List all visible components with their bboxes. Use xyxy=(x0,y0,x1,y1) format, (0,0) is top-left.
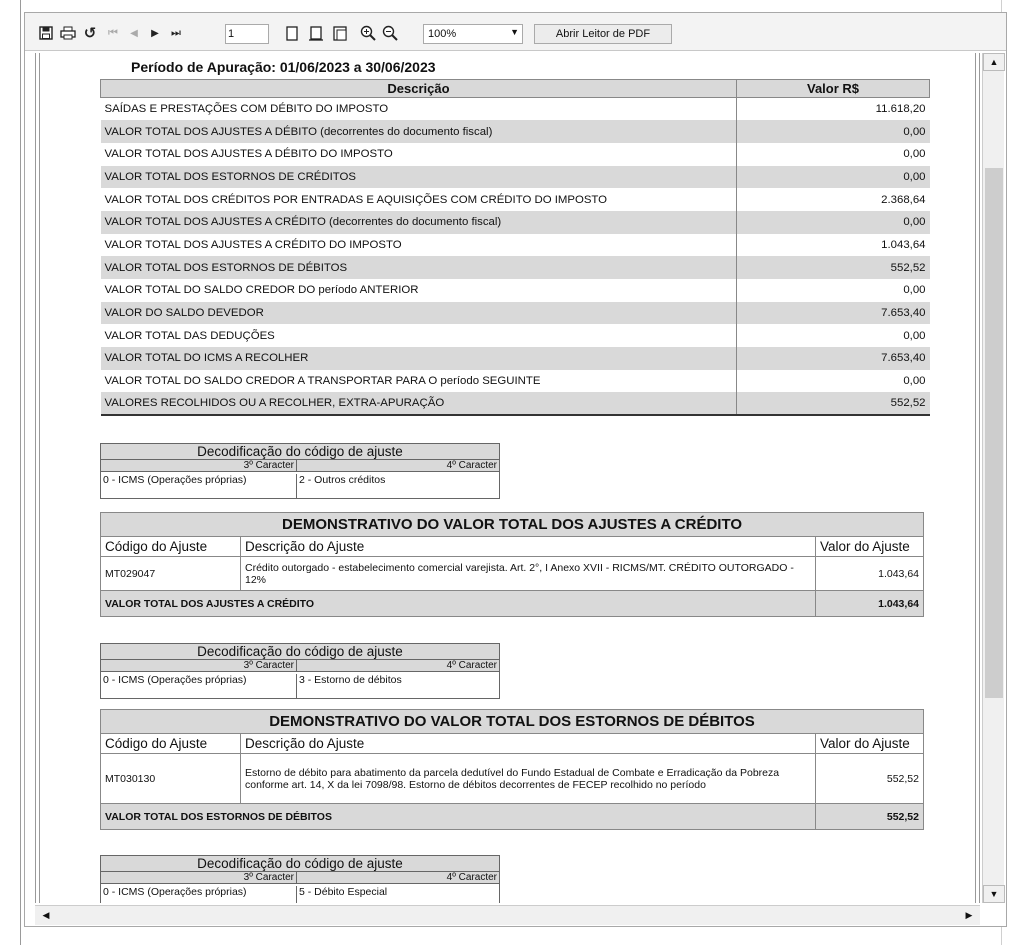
deco-box-2 xyxy=(100,643,500,699)
row-description: VALOR TOTAL DOS AJUSTES A CRÉDITO (decorrentes do documento fiscal) xyxy=(101,211,737,234)
table-row xyxy=(101,256,930,279)
table-row xyxy=(101,166,930,189)
row-value: 7.653,40 xyxy=(737,302,930,325)
row-description: VALOR DO SALDO DEVEDOR xyxy=(101,302,737,325)
row-value: 0,00 xyxy=(903,148,926,161)
table-row xyxy=(101,324,930,347)
demo-code: MT030130 xyxy=(101,754,241,804)
deco-c3-value: 0 - ICMS (Operações próprias) xyxy=(101,674,297,698)
row-value: 0,00 xyxy=(903,329,926,342)
deco-box-1 xyxy=(100,443,500,499)
demo-col-code: Código do Ajuste xyxy=(101,537,241,557)
row-description: VALORES RECOLHIDOS OU A RECOLHER, EXTRA-APURAÇÃO xyxy=(101,392,737,415)
col-header-desc: Descrição xyxy=(101,80,737,98)
scroll-left-icon[interactable]: ◀ xyxy=(42,910,50,920)
demo-col-val: Valor do Ajuste xyxy=(816,537,924,557)
row-description: VALOR TOTAL DOS AJUSTES A DÉBITO (decorrentes do documento fiscal) xyxy=(101,120,737,143)
row-value: 552,52 xyxy=(737,392,930,415)
table-row xyxy=(101,143,930,166)
demo-total-label: VALOR TOTAL DOS ESTORNOS DE DÉBITOS xyxy=(101,804,816,830)
demo-total-label: VALOR TOTAL DOS AJUSTES A CRÉDITO xyxy=(101,591,816,617)
row-description: VALOR TOTAL DAS DEDUÇÕES xyxy=(101,324,737,347)
deco-c4-value: 3 - Estorno de débitos xyxy=(299,674,402,686)
table-row xyxy=(101,211,930,234)
table-row xyxy=(101,234,930,257)
demo-col-desc: Descrição do Ajuste xyxy=(241,734,816,754)
row-description: VALOR TOTAL DO ICMS A RECOLHER xyxy=(101,347,737,370)
page-width-icon[interactable] xyxy=(307,23,325,43)
deco-c3-value: 0 - ICMS (Operações próprias) xyxy=(101,886,297,903)
demo-title: DEMONSTRATIVO DO VALOR TOTAL DOS ESTORNOS DE DÉBITOS xyxy=(101,710,924,734)
demo-val: 1.043,64 xyxy=(816,557,924,591)
row-value: 0,00 xyxy=(737,166,930,189)
apuracao-table xyxy=(100,79,930,416)
deco-c3-value: 0 - ICMS (Operações próprias) xyxy=(101,474,297,498)
apuracao-body xyxy=(101,98,930,416)
zoom-in-icon[interactable] xyxy=(359,23,377,43)
zoom-select[interactable] xyxy=(423,24,523,44)
full-page-icon[interactable] xyxy=(331,23,349,43)
demo-total: 1.043,64 xyxy=(816,591,924,617)
demo-code: MT029047 xyxy=(101,557,241,591)
next-page-icon[interactable]: ▶ xyxy=(151,27,159,39)
scroll-right-icon[interactable]: ▶ xyxy=(965,910,973,920)
report-viewer-window xyxy=(24,12,1007,927)
deco-title: Decodificação do código de ajuste xyxy=(101,856,499,872)
demo-col-val: Valor do Ajuste xyxy=(816,734,924,754)
save-icon[interactable] xyxy=(37,23,55,43)
col-header-val: Valor R$ xyxy=(737,80,930,98)
row-description: VALOR TOTAL DOS AJUSTES A DÉBITO DO IMPOSTO xyxy=(101,143,737,166)
row-value: 2.368,64 xyxy=(881,193,926,206)
table-row xyxy=(101,120,930,143)
table-row xyxy=(101,279,930,302)
scroll-up-icon[interactable]: ▲ xyxy=(983,53,1005,71)
row-value: 0,00 xyxy=(903,375,926,388)
zoom-out-icon[interactable] xyxy=(381,23,399,43)
zoom-value: 100% xyxy=(428,28,457,40)
deco-title: Decodificação do código de ajuste xyxy=(101,644,499,660)
row-description: VALOR TOTAL DO SALDO CREDOR A TRANSPORTAR PARA O período SEGUINTE xyxy=(101,370,737,393)
refresh-icon[interactable]: ↺ xyxy=(83,24,97,42)
table-row xyxy=(101,302,930,325)
demo-estorno-table xyxy=(100,709,924,830)
demo-col-code: Código do Ajuste xyxy=(101,734,241,754)
row-description: VALOR TOTAL DOS ESTORNOS DE DÉBITOS xyxy=(101,256,737,279)
deco-c3-header: 3º Caracter xyxy=(101,660,297,671)
chevron-down-icon: ▼ xyxy=(510,27,519,37)
deco-c4-value: 5 - Débito Especial xyxy=(299,886,388,898)
single-page-icon[interactable] xyxy=(283,23,301,43)
prev-page-icon[interactable]: ◀ xyxy=(130,27,138,39)
demo-total: 552,52 xyxy=(816,804,924,830)
row-value: 552,52 xyxy=(737,256,930,279)
table-row xyxy=(101,392,930,415)
row-value: 0,00 xyxy=(737,120,930,143)
deco-box-3 xyxy=(100,855,500,903)
deco-c4-header: 4º Caracter xyxy=(446,460,497,471)
demo-title: DEMONSTRATIVO DO VALOR TOTAL DOS AJUSTES A CRÉDITO xyxy=(101,513,924,537)
scroll-down-icon[interactable]: ▼ xyxy=(983,885,1005,903)
first-page-icon[interactable]: ⏮ xyxy=(108,26,118,39)
vertical-scrollbar[interactable] xyxy=(982,53,1004,903)
row-value: 1.043,64 xyxy=(881,238,926,251)
table-row xyxy=(101,347,930,370)
open-pdf-button[interactable]: Abrir Leitor de PDF xyxy=(534,24,672,44)
left-border-line xyxy=(20,0,21,945)
row-description: VALOR TOTAL DO SALDO CREDOR DO período ANTERIOR xyxy=(101,279,737,302)
deco-c4-value: 2 - Outros créditos xyxy=(299,474,386,486)
row-value: 11.618,20 xyxy=(875,103,926,116)
table-row xyxy=(101,98,930,121)
row-description: VALOR TOTAL DOS CRÉDITOS POR ENTRADAS E AQUISIÇÕES COM CRÉDITO DO IMPOSTO xyxy=(101,188,737,211)
deco-c3-header: 3º Caracter xyxy=(101,872,297,883)
row-value: 0,00 xyxy=(737,211,930,234)
last-page-icon[interactable]: ⏭ xyxy=(171,26,181,39)
row-value: 7.653,40 xyxy=(737,347,930,370)
toolbar xyxy=(25,13,1006,51)
row-value: 0,00 xyxy=(903,284,926,297)
row-description: VALOR TOTAL DOS AJUSTES A CRÉDITO DO IMPOSTO xyxy=(101,234,737,257)
scroll-thumb[interactable] xyxy=(985,168,1003,698)
horizontal-scrollbar[interactable] xyxy=(35,905,980,925)
demo-credit-table xyxy=(100,512,924,617)
deco-c4-header: 4º Caracter xyxy=(446,660,497,671)
print-icon[interactable] xyxy=(58,23,78,43)
row-description: SAÍDAS E PRESTAÇÕES COM DÉBITO DO IMPOSTO xyxy=(101,98,737,121)
deco-c4-header: 4º Caracter xyxy=(446,872,497,883)
demo-desc: Estorno de débito para abatimento da parcela dedutível do Fundo Estadual de Combate e Erradicação da Pobreza conforme art. 14, X da lei 7098/98. Estorno de débitos decorrentes de FECEP recolhido no período xyxy=(241,754,816,804)
demo-desc: Crédito outorgado - estabelecimento comercial varejista. Art. 2°, I Anexo XVII - RICMS/MT. CRÉDITO OUTORGADO - 12% xyxy=(241,557,816,591)
demo-val: 552,52 xyxy=(816,754,924,804)
deco-title: Decodificação do código de ajuste xyxy=(101,444,499,460)
page-number-input[interactable]: 1 xyxy=(225,24,269,44)
row-description: VALOR TOTAL DOS ESTORNOS DE CRÉDITOS xyxy=(101,166,737,189)
demo-col-desc: Descrição do Ajuste xyxy=(241,537,816,557)
table-row xyxy=(101,370,930,393)
table-row xyxy=(101,188,930,211)
deco-c3-header: 3º Caracter xyxy=(101,460,297,471)
document-area xyxy=(35,53,980,903)
period-title: Período de Apuração: 01/06/2023 a 30/06/2023 xyxy=(131,59,436,75)
